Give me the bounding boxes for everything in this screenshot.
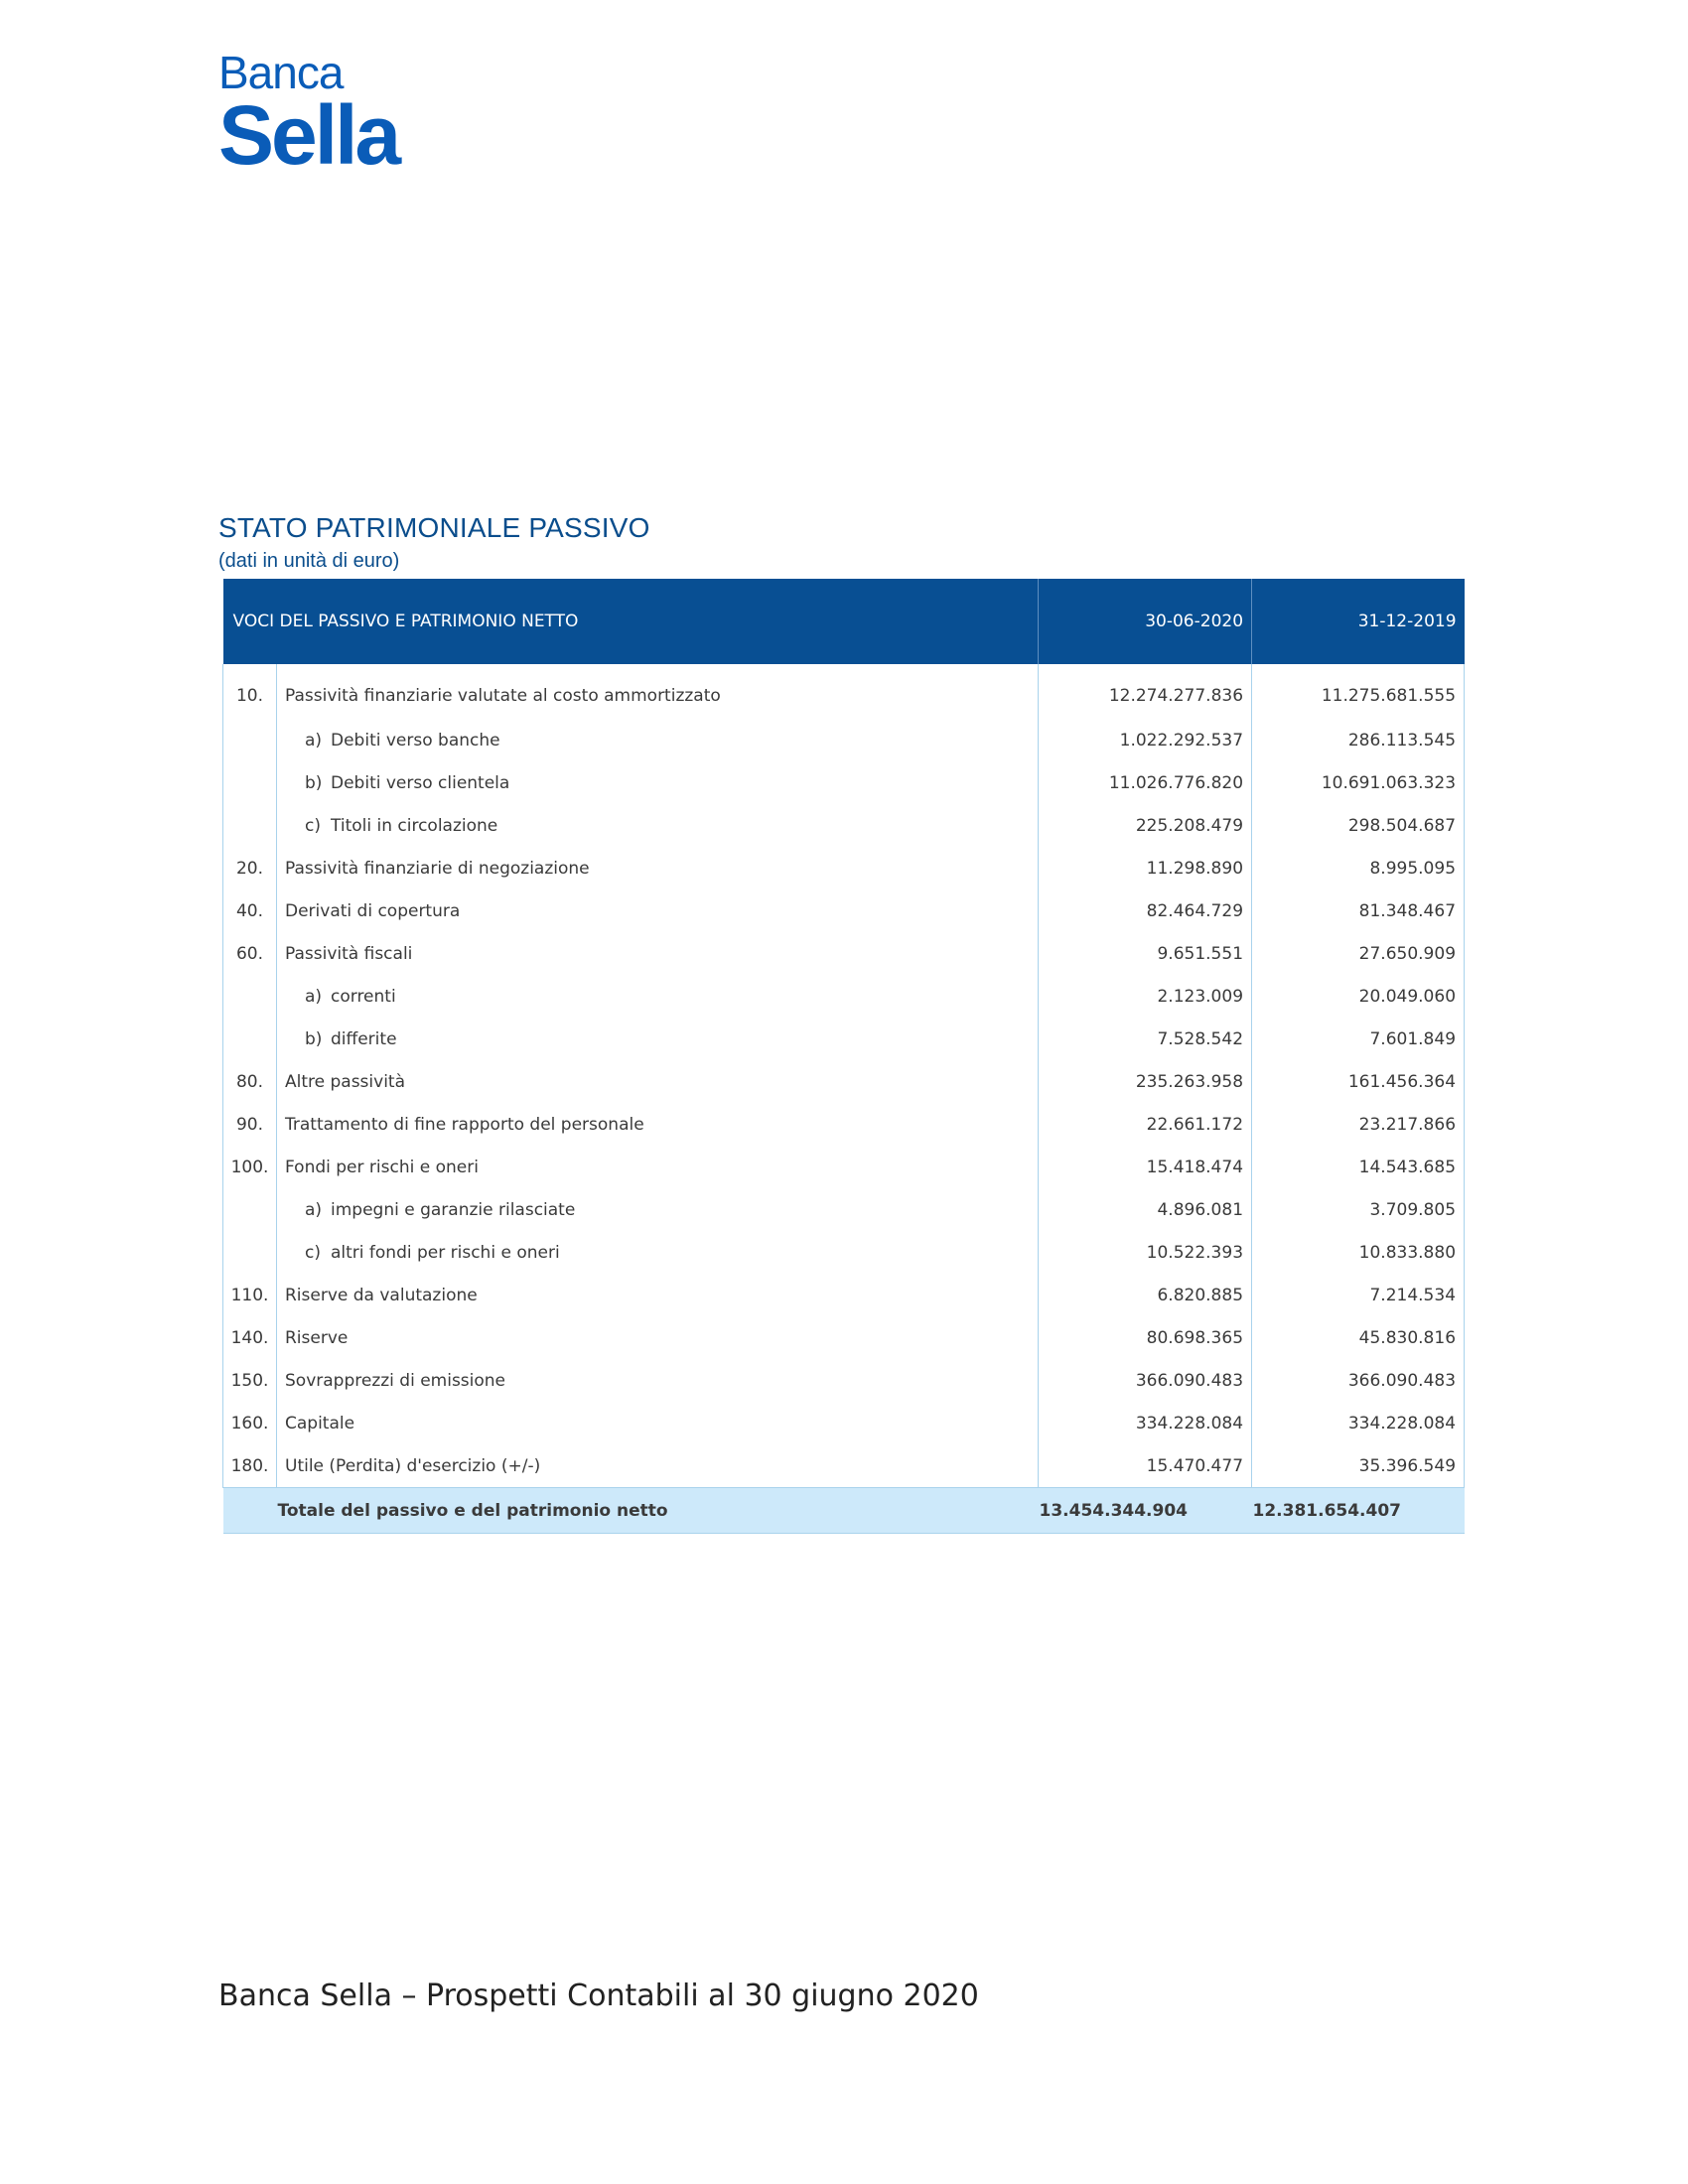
row-label: Passività finanziarie valutate al costo ammortizzato: [285, 685, 721, 706]
row-value-2019: 27.650.909: [1252, 932, 1465, 975]
row-label: Derivati di copertura: [285, 900, 461, 921]
row-value-2019: 8.995.095: [1252, 847, 1465, 889]
row-sub-letter: b): [305, 772, 323, 793]
row-number: 40.: [223, 889, 277, 932]
row-value-2020: 10.522.393: [1039, 1231, 1252, 1274]
row-value-2020: 6.820.885: [1039, 1274, 1252, 1316]
row-value-2020: 82.464.729: [1039, 889, 1252, 932]
total-num-cell: [223, 1488, 277, 1534]
row-value-2019: 286.113.545: [1252, 719, 1465, 761]
row-value-2020: 366.090.483: [1039, 1359, 1252, 1402]
row-value-2020: 235.263.958: [1039, 1060, 1252, 1103]
row-value-2019: 7.601.849: [1252, 1018, 1465, 1060]
table-body: [223, 664, 1465, 1488]
row-number: 80.: [223, 1060, 277, 1103]
row-label-cell: [277, 1231, 1039, 1274]
row-value-2019: 334.228.084: [1252, 1402, 1465, 1444]
row-label-cell: [277, 1444, 1039, 1488]
row-value-2020: 4.896.081: [1039, 1188, 1252, 1231]
row-value-2020: 7.528.542: [1039, 1018, 1252, 1060]
row-label-cell: [277, 975, 1039, 1018]
row-label-cell: [277, 761, 1039, 804]
row-value-2020: 80.698.365: [1039, 1316, 1252, 1359]
total-value-2019: 12.381.654.407: [1252, 1488, 1465, 1534]
row-number: 160.: [223, 1402, 277, 1444]
row-value-2019: 10.691.063.323: [1252, 761, 1465, 804]
row-value-2020: 2.123.009: [1039, 975, 1252, 1018]
row-label: Passività finanziarie di negoziazione: [285, 858, 590, 879]
table-row: [223, 847, 1465, 889]
row-sub-letter: a): [305, 1199, 323, 1220]
row-value-2019: 20.049.060: [1252, 975, 1465, 1018]
table-row: [223, 1359, 1465, 1402]
row-label-cell: [277, 1316, 1039, 1359]
table-row: [223, 889, 1465, 932]
row-value-2020: 334.228.084: [1039, 1402, 1252, 1444]
table-row: [223, 1274, 1465, 1316]
row-number: [223, 804, 277, 847]
row-number: [223, 975, 277, 1018]
header-voci: VOCI DEL PASSIVO E PATRIMONIO NETTO: [223, 579, 1039, 664]
table-row: [223, 804, 1465, 847]
row-value-2020: 12.274.277.836: [1039, 664, 1252, 719]
table-row: [223, 1146, 1465, 1188]
table-row: [223, 1316, 1465, 1359]
row-value-2019: 366.090.483: [1252, 1359, 1465, 1402]
page-title: STATO PATRIMONIALE PASSIVO: [218, 512, 650, 543]
row-label-cell: [277, 847, 1039, 889]
table-row: [223, 1103, 1465, 1146]
banca-sella-logo: [218, 47, 399, 182]
logo-line-sella: Sella: [218, 88, 399, 182]
row-value-2020: 15.418.474: [1039, 1146, 1252, 1188]
row-label: Riserve da valutazione: [285, 1285, 478, 1305]
row-value-2019: 81.348.467: [1252, 889, 1465, 932]
row-number: 100.: [223, 1146, 277, 1188]
table-row: [223, 1402, 1465, 1444]
row-number: 60.: [223, 932, 277, 975]
row-sub-letter: c): [305, 1242, 321, 1263]
row-number: [223, 1018, 277, 1060]
header-date-2020: 30-06-2020: [1039, 579, 1252, 664]
row-sub-letter: c): [305, 815, 321, 836]
row-label-cell: [277, 1274, 1039, 1316]
row-sub-letter: b): [305, 1028, 323, 1049]
row-value-2019: 161.456.364: [1252, 1060, 1465, 1103]
table-row: [223, 761, 1465, 804]
total-value-2020: 13.454.344.904: [1039, 1488, 1252, 1534]
table-row: [223, 1018, 1465, 1060]
page-footer: Banca Sella – Prospetti Contabili al 30 giugno 2020: [218, 1979, 979, 2013]
row-label-cell: [277, 889, 1039, 932]
row-label-cell: [277, 1188, 1039, 1231]
row-number: [223, 1231, 277, 1274]
table-row: [223, 664, 1465, 719]
table-row: [223, 1444, 1465, 1488]
row-label-cell: [277, 1146, 1039, 1188]
table-row: [223, 1231, 1465, 1274]
row-label: Trattamento di fine rapporto del personale: [285, 1114, 644, 1135]
row-sub-letter: a): [305, 730, 323, 751]
row-label: correnti: [331, 986, 396, 1007]
row-value-2020: 11.026.776.820: [1039, 761, 1252, 804]
row-label: Passività fiscali: [285, 943, 413, 964]
row-number: [223, 719, 277, 761]
row-number: 140.: [223, 1316, 277, 1359]
logo-line-banca: Banca: [218, 47, 344, 98]
table-row: [223, 1060, 1465, 1103]
table-row: [223, 1188, 1465, 1231]
row-label: Riserve: [285, 1327, 349, 1348]
row-label: Utile (Perdita) d'esercizio (+/-): [285, 1455, 541, 1476]
row-label-cell: [277, 719, 1039, 761]
row-label: Debiti verso banche: [331, 730, 500, 751]
row-value-2019: 35.396.549: [1252, 1444, 1465, 1488]
row-label-cell: [277, 664, 1039, 719]
row-label-cell: [277, 1060, 1039, 1103]
row-value-2020: 225.208.479: [1039, 804, 1252, 847]
row-number: 20.: [223, 847, 277, 889]
row-number: 10.: [223, 664, 277, 719]
row-number: 150.: [223, 1359, 277, 1402]
row-label: altri fondi per rischi e oneri: [331, 1242, 560, 1263]
row-value-2020: 22.661.172: [1039, 1103, 1252, 1146]
total-label: Totale del passivo e del patrimonio netto: [277, 1488, 1039, 1534]
row-sub-letter: a): [305, 986, 323, 1007]
row-label: Fondi per rischi e oneri: [285, 1157, 479, 1177]
table-row: [223, 975, 1465, 1018]
row-value-2019: 3.709.805: [1252, 1188, 1465, 1231]
row-value-2019: 23.217.866: [1252, 1103, 1465, 1146]
row-label: Capitale: [285, 1413, 355, 1433]
row-label: Titoli in circolazione: [331, 815, 498, 836]
row-label-cell: [277, 1103, 1039, 1146]
row-label: differite: [331, 1028, 397, 1049]
row-label: Debiti verso clientela: [331, 772, 510, 793]
table-header-row: [223, 579, 1465, 664]
row-number: 180.: [223, 1444, 277, 1488]
row-value-2020: 11.298.890: [1039, 847, 1252, 889]
balance-sheet-table: [222, 579, 1465, 1534]
row-value-2019: 7.214.534: [1252, 1274, 1465, 1316]
header-date-2019: 31-12-2019: [1252, 579, 1465, 664]
row-number: 90.: [223, 1103, 277, 1146]
row-label-cell: [277, 1018, 1039, 1060]
row-label-cell: [277, 804, 1039, 847]
row-label: Altre passività: [285, 1071, 406, 1092]
row-value-2019: 14.543.685: [1252, 1146, 1465, 1188]
row-label-cell: [277, 1359, 1039, 1402]
row-number: 110.: [223, 1274, 277, 1316]
table-row: [223, 719, 1465, 761]
row-value-2019: 10.833.880: [1252, 1231, 1465, 1274]
row-label-cell: [277, 932, 1039, 975]
total-row: [223, 1488, 1465, 1534]
row-value-2020: 15.470.477: [1039, 1444, 1252, 1488]
row-label: Sovrapprezzi di emissione: [285, 1370, 506, 1391]
row-value-2019: 11.275.681.555: [1252, 664, 1465, 719]
row-value-2020: 9.651.551: [1039, 932, 1252, 975]
row-label: impegni e garanzie rilasciate: [331, 1199, 576, 1220]
row-value-2019: 45.830.816: [1252, 1316, 1465, 1359]
page-subtitle: (dati in unità di euro): [218, 550, 400, 572]
row-value-2020: 1.022.292.537: [1039, 719, 1252, 761]
row-label-cell: [277, 1402, 1039, 1444]
table-row: [223, 932, 1465, 975]
row-value-2019: 298.504.687: [1252, 804, 1465, 847]
row-number: [223, 1188, 277, 1231]
row-number: [223, 761, 277, 804]
